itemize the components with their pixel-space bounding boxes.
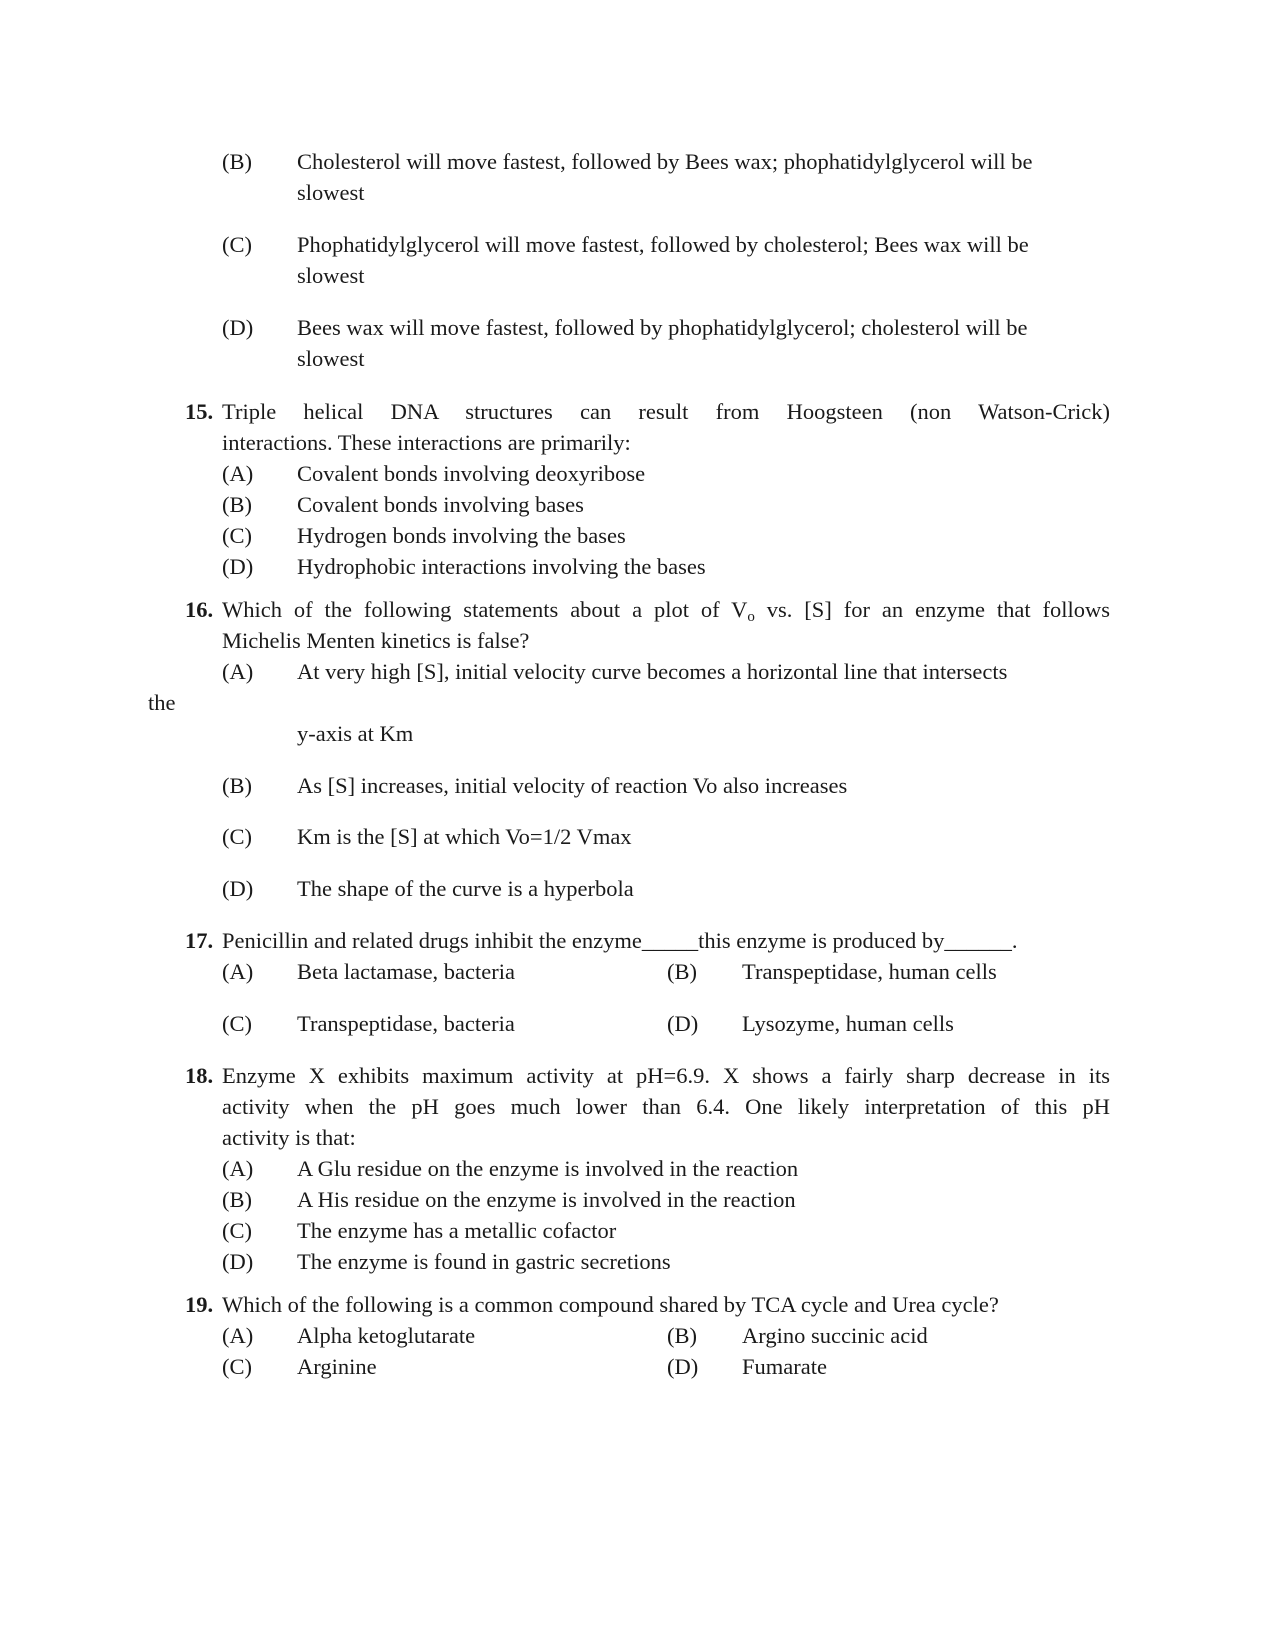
option-text: Lysozyme, human cells bbox=[742, 1011, 954, 1036]
option-label: (C) bbox=[222, 1354, 252, 1379]
option-text: Bees wax will move fastest, followed by phophatidylglycerol; cholesterol will be bbox=[297, 315, 1028, 340]
option-text: Covalent bonds involving bases bbox=[297, 492, 584, 517]
option-label: (A) bbox=[222, 959, 254, 984]
option-text: As [S] increases, initial velocity of reaction Vo also increases bbox=[297, 773, 848, 798]
option-label: (D) bbox=[222, 315, 254, 340]
option-text: At very high [S], initial velocity curve becomes a horizontal line that intersects bbox=[297, 659, 1008, 684]
option-text: Cholesterol will move fastest, followed by Bees wax; phophatidylglycerol will be bbox=[297, 149, 1033, 174]
option-text: A Glu residue on the enzyme is involved in the reaction bbox=[297, 1156, 799, 1181]
question-stem: Which of the following is a common compound shared by TCA cycle and Urea cycle? bbox=[222, 1292, 999, 1317]
option-text: A His residue on the enzyme is involved in the reaction bbox=[297, 1187, 796, 1212]
question-stem bbox=[222, 594, 1110, 625]
question-number: 19. bbox=[185, 1292, 214, 1317]
question-number: 17. bbox=[185, 928, 214, 953]
option-text: slowest bbox=[297, 263, 365, 288]
option-text: Km is the [S] at which Vo=1/2 Vmax bbox=[297, 824, 632, 849]
option-label: (B) bbox=[222, 1187, 252, 1212]
option-label: (B) bbox=[222, 149, 252, 174]
stem-text: vs. [S] for an enzyme that follows bbox=[754, 597, 1110, 622]
option-text: Argino succinic acid bbox=[742, 1323, 928, 1348]
option-label: (D) bbox=[667, 1354, 699, 1379]
option-text: Transpeptidase, human cells bbox=[742, 959, 997, 984]
option-label: (A) bbox=[222, 1156, 254, 1181]
option-label: (C) bbox=[222, 1011, 252, 1036]
option-text: slowest bbox=[297, 346, 365, 371]
option-text: The enzyme is found in gastric secretions bbox=[297, 1249, 671, 1274]
option-text: Alpha ketoglutarate bbox=[297, 1323, 476, 1348]
option-text: The enzyme has a metallic cofactor bbox=[297, 1218, 617, 1243]
option-label: (D) bbox=[222, 876, 254, 901]
option-label: (B) bbox=[667, 959, 697, 984]
option-label: (B) bbox=[667, 1323, 697, 1348]
option-label: (D) bbox=[667, 1011, 699, 1036]
question-stem: Michelis Menten kinetics is false? bbox=[222, 628, 530, 653]
option-text: Covalent bonds involving deoxyribose bbox=[297, 461, 646, 486]
question-number: 18. bbox=[185, 1063, 214, 1088]
question-stem: activity is that: bbox=[222, 1125, 356, 1150]
option-label: (C) bbox=[222, 523, 252, 548]
option-text: Phophatidylglycerol will move fastest, followed by cholesterol; Bees wax will be bbox=[297, 232, 1029, 257]
stem-text: Which of the following statements about a plot of V bbox=[222, 597, 748, 622]
question-stem: Enzyme X exhibits maximum activity at pH=6.9. X shows a fairly sharp decrease in its bbox=[222, 1063, 1110, 1088]
option-text: Transpeptidase, bacteria bbox=[297, 1011, 515, 1036]
option-text: y-axis at Km bbox=[297, 721, 414, 746]
option-text: Arginine bbox=[297, 1354, 377, 1379]
question-stem: Penicillin and related drugs inhibit the enzyme_____this enzyme is produced by______. bbox=[222, 928, 1018, 953]
option-label: (D) bbox=[222, 554, 254, 579]
option-label: (C) bbox=[222, 1218, 252, 1243]
option-text: The shape of the curve is a hyperbola bbox=[297, 876, 634, 901]
option-label: (C) bbox=[222, 824, 252, 849]
subscript: o bbox=[747, 609, 755, 625]
question-number: 16. bbox=[185, 597, 214, 622]
option-label: (A) bbox=[222, 659, 254, 684]
question-number: 15. bbox=[185, 399, 214, 424]
option-label: (C) bbox=[222, 232, 252, 257]
option-text-overflow: the bbox=[148, 690, 176, 715]
option-label: (B) bbox=[222, 773, 252, 798]
question-stem: Triple helical DNA structures can result from Hoogsteen (non Watson-Crick) bbox=[222, 399, 1110, 424]
question-stem: interactions. These interactions are primarily: bbox=[222, 430, 631, 455]
option-text: Hydrogen bonds involving the bases bbox=[297, 523, 626, 548]
option-label: (A) bbox=[222, 1323, 254, 1348]
option-text: Fumarate bbox=[742, 1354, 827, 1379]
question-stem: activity when the pH goes much lower than 6.4. One likely interpretation of this pH bbox=[222, 1094, 1110, 1119]
option-text: Hydrophobic interactions involving the bases bbox=[297, 554, 706, 579]
option-label: (B) bbox=[222, 492, 252, 517]
option-label: (A) bbox=[222, 461, 254, 486]
option-label: (D) bbox=[222, 1249, 254, 1274]
option-text: Beta lactamase, bacteria bbox=[297, 959, 515, 984]
option-text: slowest bbox=[297, 180, 365, 205]
